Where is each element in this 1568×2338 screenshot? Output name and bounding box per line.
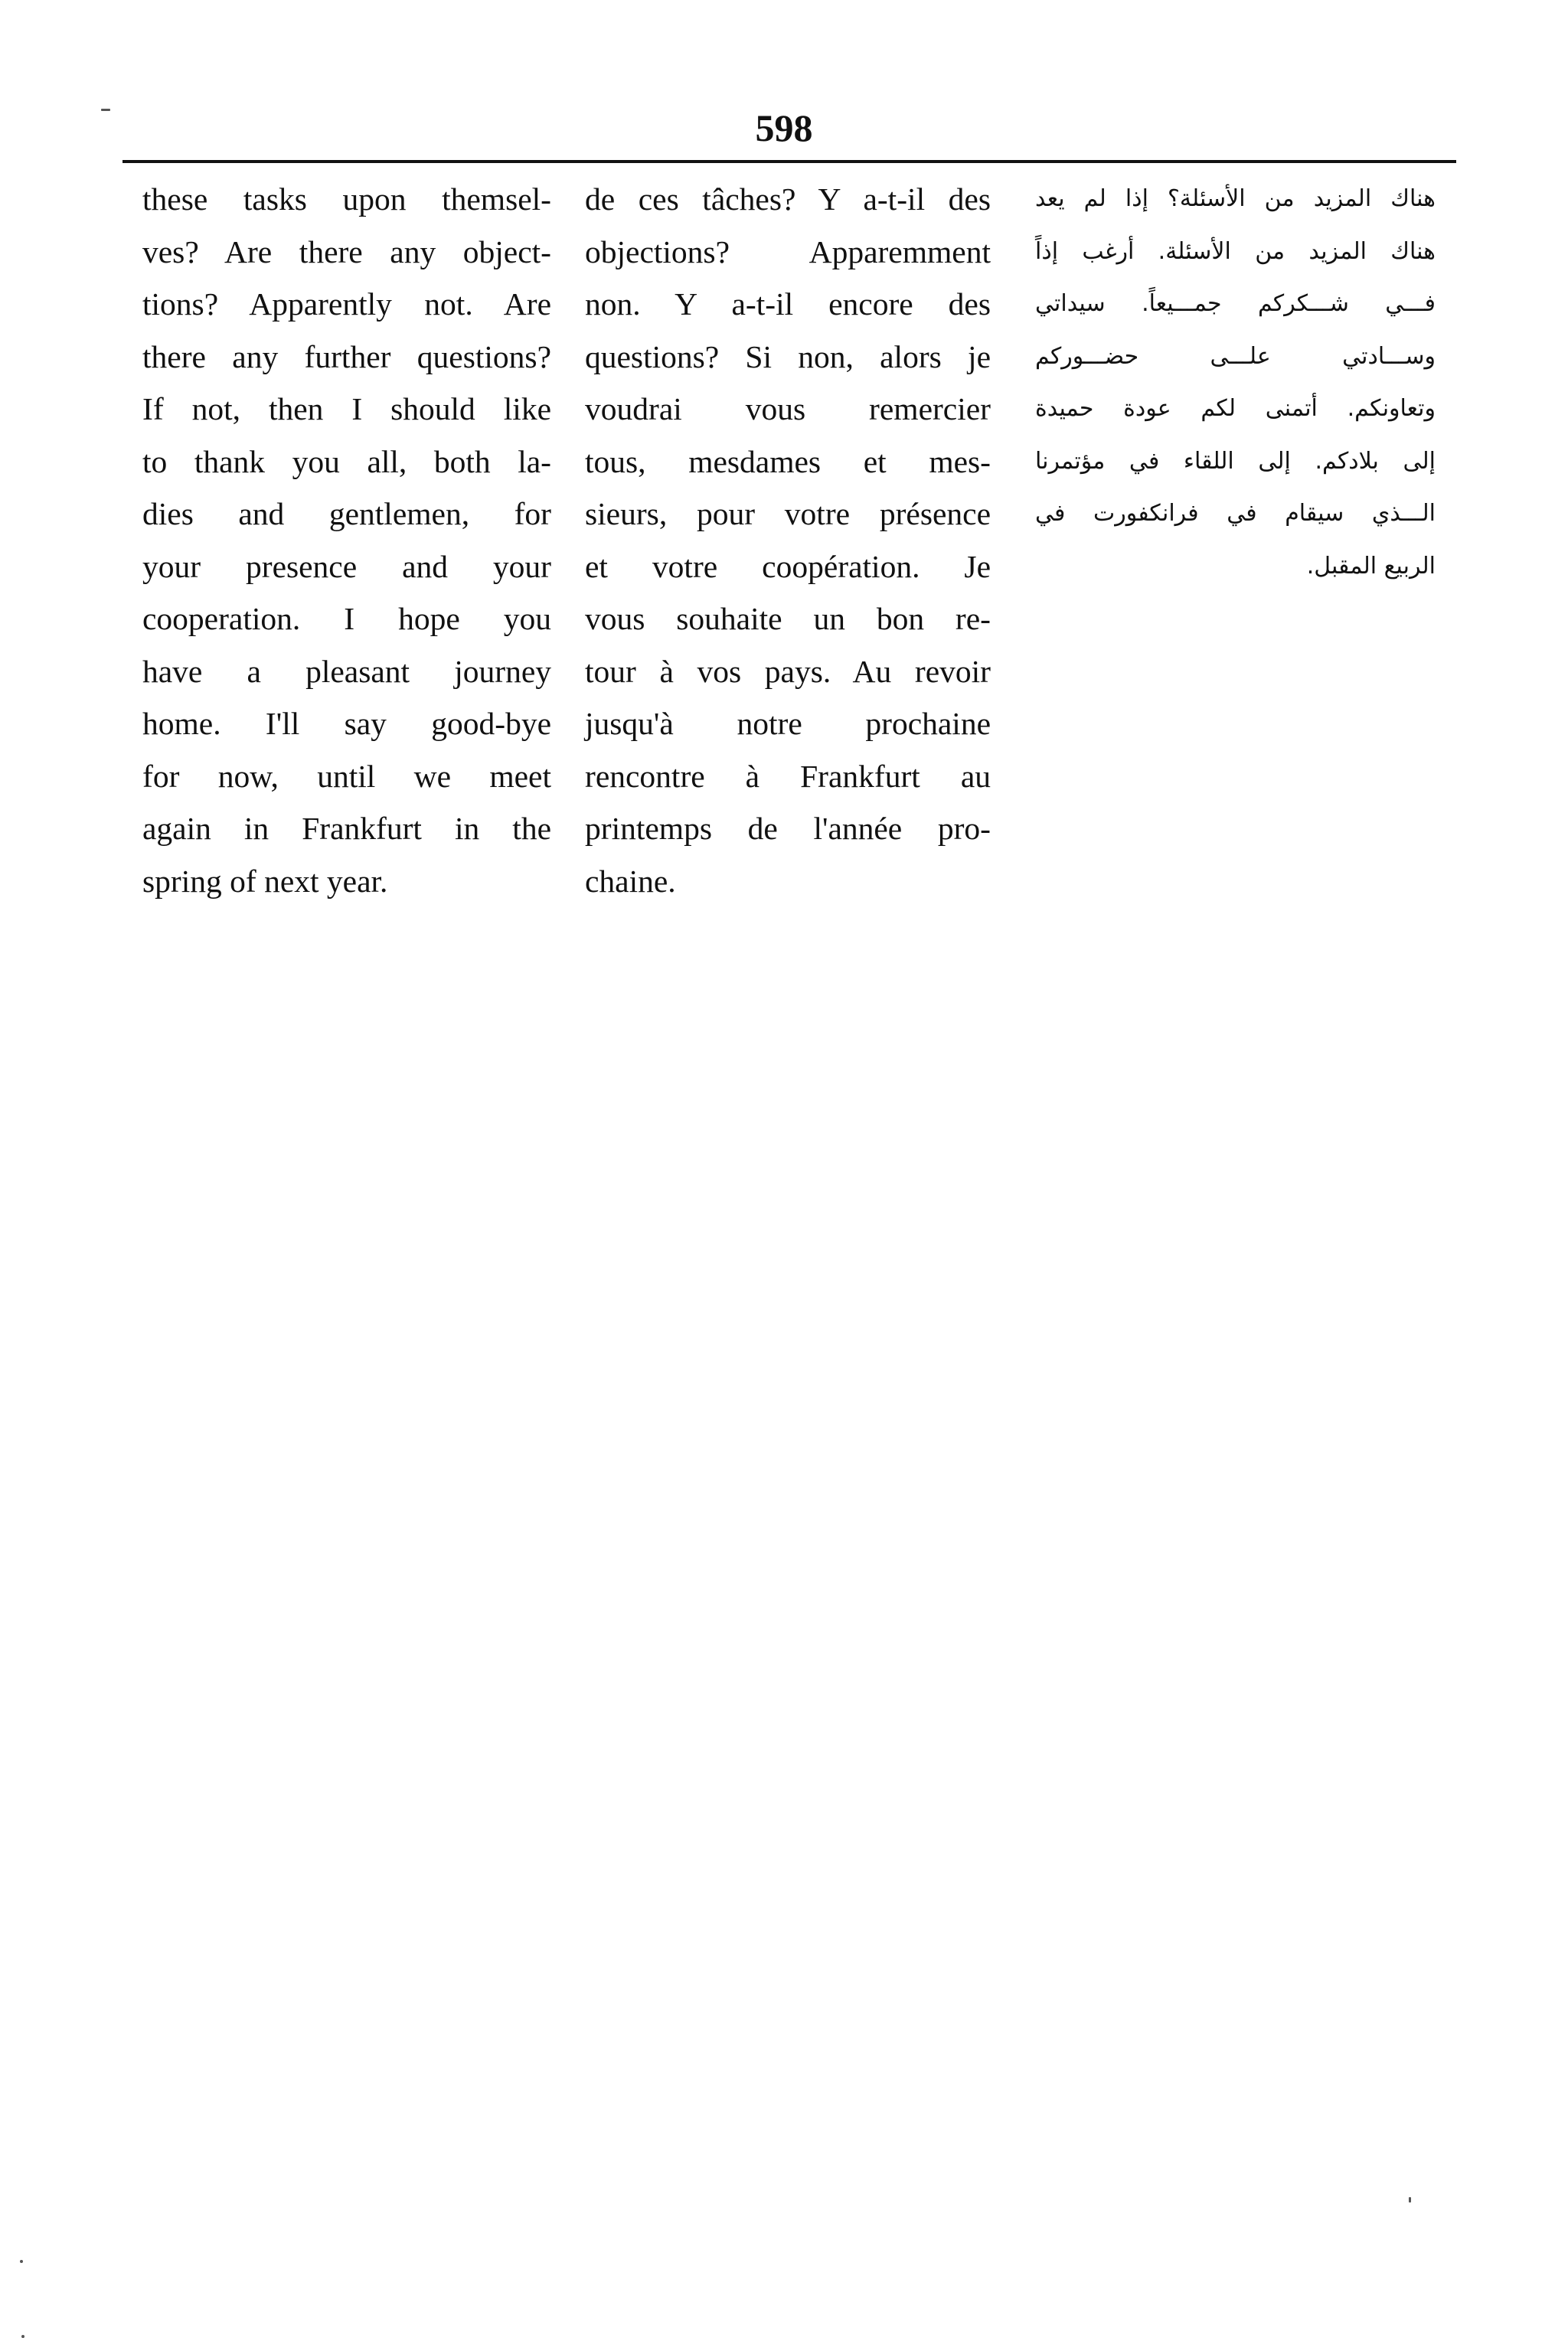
english-line: tions? Apparently not. Are [142, 286, 551, 322]
scan-speck [101, 109, 110, 111]
arabic-column [1035, 173, 1436, 593]
english-line: to thank you all, both la- [142, 443, 551, 479]
scan-speck [20, 2260, 23, 2263]
arabic-line: هناك المزيد من الأسئلة. أرغب إذاً [1035, 237, 1436, 265]
english-line: there any further questions? [142, 338, 551, 374]
french-line: de ces tâches? Y a-t-il des [585, 181, 991, 217]
english-line: spring of next year. [142, 863, 388, 899]
english-line: If not, then I should like [142, 391, 551, 426]
french-line: rencontre à Frankfurt au [585, 758, 991, 794]
header-rule [122, 160, 1456, 163]
french-column [585, 173, 991, 907]
english-line: dies and gentlemen, for [142, 496, 551, 531]
english-line: your presence and your [142, 548, 551, 584]
french-line: tour à vos pays. Au revoir [585, 653, 991, 689]
english-line: these tasks upon themsel- [142, 181, 551, 217]
scan-speck [21, 2335, 24, 2338]
arabic-line: الربيع المقبل. [1306, 552, 1436, 580]
english-column [142, 173, 551, 907]
page-number: 598 [755, 106, 813, 149]
scan-speck [1409, 2197, 1411, 2202]
english-line: have a pleasant journey [142, 653, 551, 689]
english-line: home. I'll say good-bye [142, 706, 551, 741]
french-line: vous souhaite un bon re- [585, 601, 991, 636]
english-line: for now, until we meet [142, 758, 551, 794]
english-line: again in Frankfurt in the [142, 811, 551, 846]
french-line: sieurs, pour votre présence [585, 496, 991, 531]
french-line: non. Y a-t-il encore des [585, 286, 991, 322]
arabic-line: فـــي شـــكركم جمـــيعاً. سيداتي [1035, 290, 1436, 317]
arabic-line: الـــذي سيقام في فرانكفورت في [1035, 500, 1436, 527]
english-line: cooperation. I hope you [142, 601, 551, 636]
french-line: tous, mesdames et mes- [585, 443, 991, 479]
french-line: questions? Si non, alors je [585, 338, 991, 374]
french-line: voudrai vous remercier [585, 391, 991, 426]
french-line: chaine. [585, 863, 676, 899]
arabic-line: هناك المزيد من الأسئلة؟ إذا لم يعد [1035, 185, 1436, 212]
arabic-line: وســـادتي علـــى حضـــوركم [1035, 342, 1436, 370]
arabic-line: وتعاونكم. أتمنى لكم عودة حميدة [1035, 395, 1436, 422]
french-line: jusqu'à notre prochaine [585, 706, 991, 741]
french-line: objections? Apparemment [585, 233, 991, 269]
english-line: ves? Are there any object- [142, 233, 551, 269]
arabic-line: إلى بلادكم. إلى اللقاء في مؤتمرنا [1035, 447, 1436, 475]
french-line: et votre coopération. Je [585, 548, 991, 584]
french-line: printemps de l'année pro- [585, 811, 991, 846]
